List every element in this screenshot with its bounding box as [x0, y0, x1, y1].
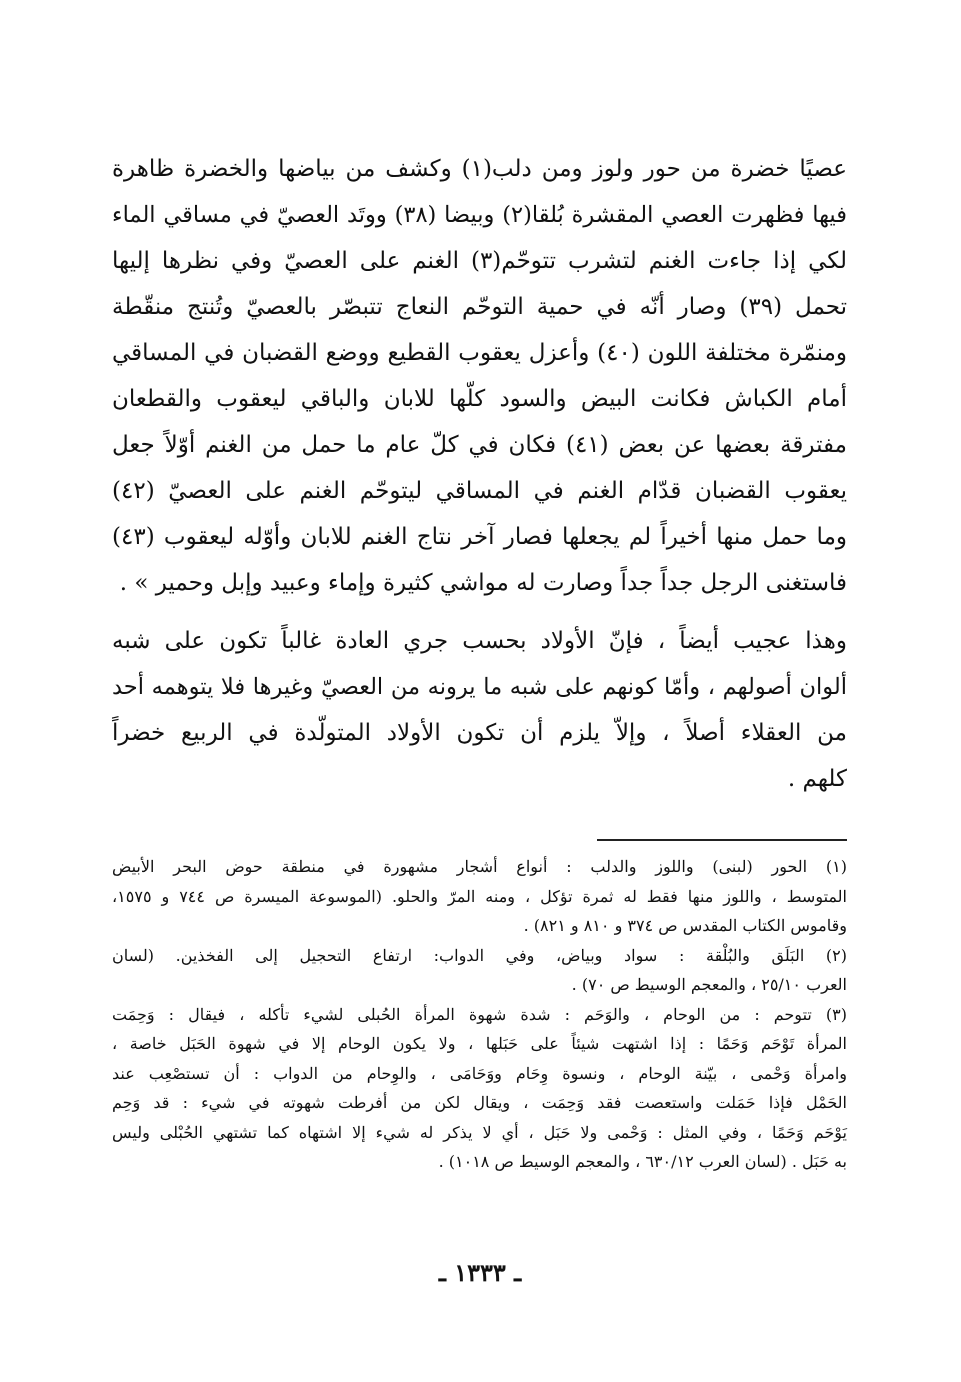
paragraph-commentary — [112, 618, 847, 802]
footnote-line: العرب ٢٥/١٠ ، والمعجم الوسيط ص ٧٠) . — [571, 975, 847, 994]
main-text — [112, 146, 847, 802]
text-line: تحمل (٣٩) وصار أنّه في حمية التوحّم النعاج تتبصّر بالعصيّ وتُنتج منقّطة — [112, 294, 847, 320]
footnote-3 — [112, 1000, 847, 1177]
footnote-line: (٣) تتوحم : من الوحام ، والوَحَم : شدة شهوة المرأة الحُبلى لشيء تأكله ، فيقال : وَحِمَت — [112, 1004, 847, 1024]
text-line: من العقلاء أصلاً ، وإلاّ يلزم أن تكون الأولاد المتولّدة في الربيع خضراً — [112, 720, 847, 746]
footnote-line: (٢) البَلَق والبُلْقة : سواد وبياض، وفي الدواب: ارتفاع التحجيل إلى الفخذين. (لسان — [112, 945, 847, 965]
footnote-line: به حَبَل . (لسان العرب ٦٣٠/١٢ ، والمعجم الوسيط ص ١٠١٨) . — [438, 1152, 847, 1171]
text-line: ومنمّرة مختلفة اللون (٤٠) وأعزل يعقوب القطيع ووضع القضبان في المساقي — [112, 340, 847, 366]
paragraph-gap — [112, 606, 847, 618]
text-line: عصيًا خضرة من حور ولوز ومن دلب(١) وكشف من بياضها والخضرة ظاهرة — [112, 156, 847, 182]
footnote-1 — [112, 852, 847, 941]
text-line: وما حمل منها أخيراً لم يجعلها فصار آخر نتاج الغنم للابان وأوّله ليعقوب (٤٣) — [112, 524, 847, 550]
text-line: فاستغنى الرجل جداً جداً وصارت له مواشي كثيرة وإماء وعبيد وإبل وحمير » . — [119, 570, 847, 596]
footnote-line: (١) الحور (لبنى) واللوز والدلب : أنواع أشجار مشهورة في منطقة حوض البحر الأبيض — [112, 857, 847, 876]
text-line: كلهم . — [787, 766, 847, 792]
footnote-2 — [112, 941, 847, 1000]
text-line: أمام الكباش فكانت البيض والسود كلّها للابان والباقي ليعقوب والقطعان — [112, 386, 847, 412]
text-line: ألوان أصولهم ، وأمّا كونهم على شبه ما يرونه من العصيّ وغيرها فلا يتوهمه أحد — [112, 674, 847, 700]
footnote-line: وقاموس الكتاب المقدس ص ٣٧٤ و ٨١٠ و ٨٢١) . — [523, 916, 847, 935]
footnote-line: الحَمْل فإذا حَمَلت واستعصت فقد وَحِمَت ، ويقال لكن من أفرطت شهوته في شيء : قد وَحِم — [112, 1093, 847, 1112]
footnote-line: وامرأة وَحْمى ، بيّنة الوحام ، ونسوة وِحَام ووَحَامَى ، والوِحام من الدواب : أن تستصْعِب عند — [112, 1063, 847, 1083]
paragraph-quotation — [112, 146, 847, 606]
text-line: وهذا عجيب أيضاً ، فإنّ الأولاد بحسب جري العادة غالباً تكون على شبه — [112, 628, 847, 654]
footnote-line: المرأة تَوْحَم وَحَمًا : إذا اشتهت شيئاً على حَبَلها ، ولا يكون الوحام إلا في شهوة الحَبَل خاصة ، — [112, 1034, 848, 1053]
footnote-separator — [597, 839, 847, 841]
text-line: فيها فظهرت العصي المقشرة بُلقا(٢) وبيضا (٣٨) ووتَد العصيّ في مساقي الماء — [112, 202, 847, 228]
text-line: لكي إذا جاءت الغنم لتشرب تتوحّم(٣) الغنم على العصيّ وفي نظرها إليها — [112, 248, 847, 274]
page-number: ـ ١٣٣٣ ـ — [438, 1258, 522, 1287]
footnote-line: المتوسط ، واللوز منها فقط له ثمرة تؤكل ، ومنه المرّ والحلو. (الموسوعة الميسرة ص ٧٤٤ و ١٥٧٥، — [112, 886, 847, 906]
text-line: مفترقة بعضها عن بعض (٤١) فكان في كلّ عام ما حمل من الغنم أوّلاً جعل — [112, 432, 847, 458]
footnotes — [112, 852, 847, 1177]
text-line: يعقوب القضبان قدّام الغنم في المساقي ليتوحّم الغنم على العصيّ (٤٢) — [112, 478, 847, 504]
footnote-line: يَوْحَم وَحَمًا ، وفي المثل : وَحْمى ولا حَبَل ، أي لا يذكر له شيء إلا اشتهاه كما تشتهي الحُبْلى وليس — [112, 1122, 847, 1142]
